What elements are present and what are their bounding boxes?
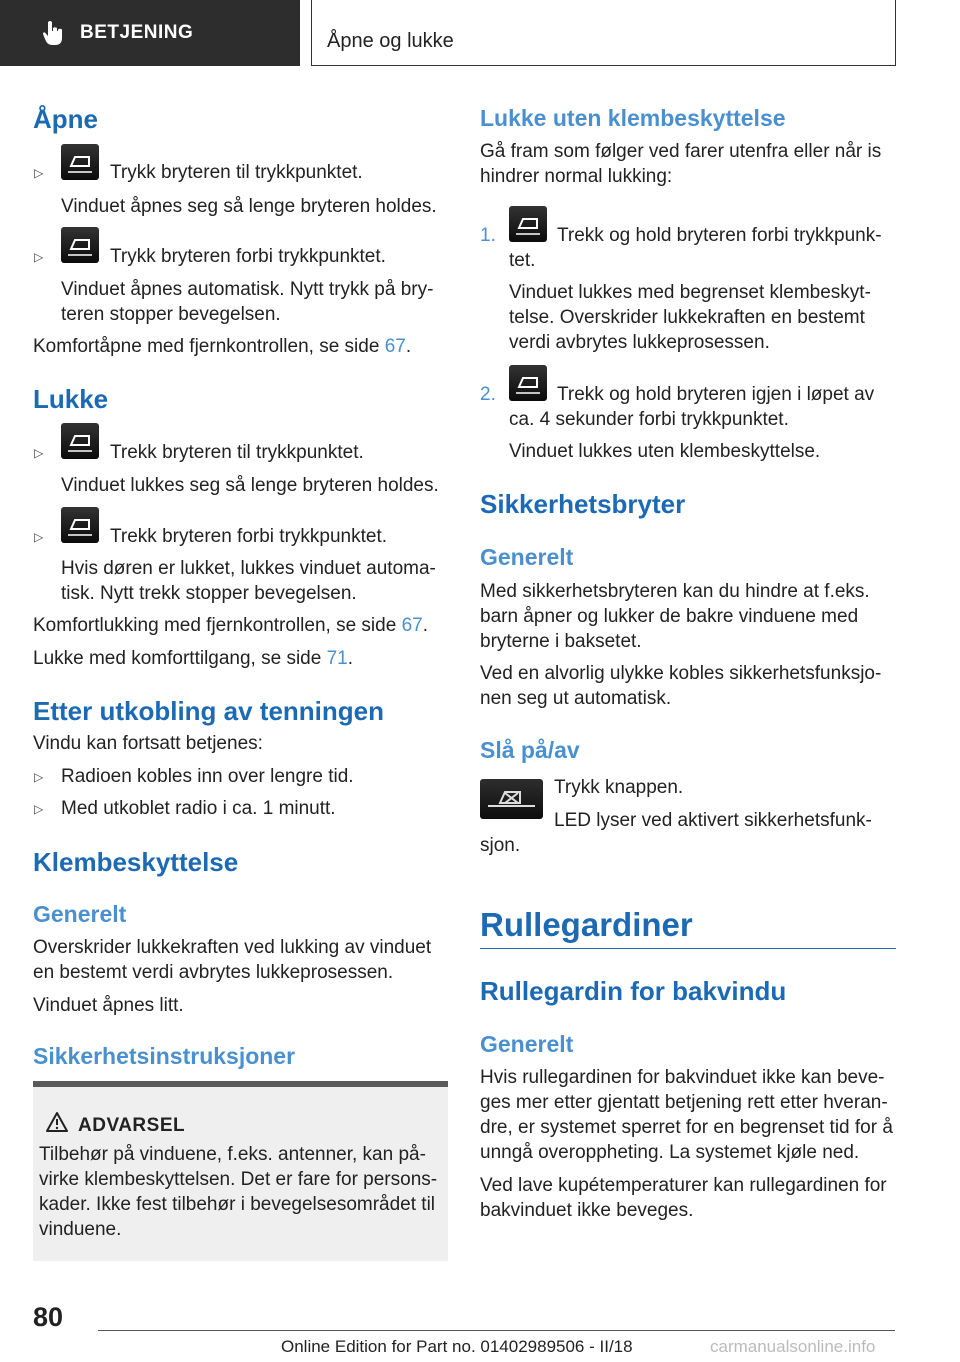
open-comfort-line: Komfortåpne med fjernkontrollen, se side 67.: [33, 336, 412, 357]
close-item-1-line1: Trekk bryteren til trykkpunktet.: [110, 442, 364, 463]
pinch-heading: Klembeskyttelse: [33, 847, 239, 877]
safety-switch-icon: [480, 779, 543, 819]
close-item-2-line1: Trekk bryteren forbi trykkpunktet.: [110, 526, 388, 547]
step-number: 1.: [480, 225, 496, 246]
step-2-line2: ca. 4 sekunder forbi trykkpunktet.: [509, 409, 789, 430]
close-access-line: Lukke med komforttilgang, se side 71.: [33, 648, 354, 669]
close-heading: Lukke: [33, 384, 109, 414]
open-item-1-line2: Vinduet åpnes seg så lenge bryteren holdes.: [61, 196, 437, 217]
pinch-general-heading: Generelt: [33, 901, 127, 927]
open-heading: Åpne: [33, 104, 98, 134]
safety-heading: Sikkerhetsinstruksjoner: [33, 1043, 296, 1069]
warning-line-1: Tilbehør på vinduene, f.eks. antenner, kan på-: [39, 1144, 426, 1165]
edition-text: Online Edition for Part no. 01402989506 - II/18: [281, 1337, 633, 1356]
step-number: 2.: [480, 384, 496, 405]
after-item-1: Radioen kobles inn over lengre tid.: [61, 766, 354, 787]
window-switch-icon: [61, 227, 99, 263]
onoff-led-2: sjon.: [480, 835, 521, 856]
pinch-line-2: en bestemt verdi avbrytes lukkeprosessen.: [33, 962, 394, 983]
bullet-triangle: ▷: [34, 250, 44, 264]
warning-box: [33, 1081, 448, 1261]
window-switch-icon: [509, 365, 547, 401]
step-2-line1: Trekk og hold bryteren igjen i løpet av: [557, 384, 875, 405]
section-tab: [0, 0, 300, 66]
rb-low-2: bakvinduet ikke beveges.: [480, 1200, 694, 1221]
pinch-line-1: Overskrider lukkekraften ved lukking av vinduet: [33, 937, 432, 958]
window-switch-icon: [61, 507, 99, 543]
ss-line-1: Med sikkerhetsbryteren kan du hindre at f.eks.: [480, 581, 870, 602]
bullet-triangle: ▷: [34, 530, 44, 544]
after-item-2: Med utkoblet radio i ca. 1 minutt.: [61, 798, 336, 819]
window-switch-icon: [61, 423, 99, 459]
open-item-2-line1: Trykk bryteren forbi trykkpunktet.: [110, 246, 386, 267]
hand-pointer-icon: [42, 20, 64, 46]
step-2-note-1: Vinduet lukkes uten klembeskyttelse.: [509, 441, 821, 462]
close-item-2-line3: tisk. Nytt trekk stopper bevegelsen.: [61, 583, 357, 604]
close-item-2-line2: Hvis døren er lukket, lukkes vinduet automa-: [61, 558, 436, 579]
chapter-title: Åpne og lukke: [327, 30, 454, 52]
blinds-rule: [480, 948, 896, 949]
window-switch-icon: [509, 206, 547, 242]
page-number: 80: [33, 1302, 64, 1332]
nopinch-intro-2: hindrer normal lukking:: [480, 166, 673, 187]
section-label: BETJENING: [80, 22, 194, 43]
bullet-triangle: ▷: [34, 166, 44, 180]
pinch-opens: Vinduet åpnes litt.: [33, 995, 184, 1016]
onoff-led-1: LED lyser ved aktivert sikkerhetsfunk-: [554, 810, 872, 831]
page-link[interactable]: 67: [401, 615, 423, 636]
onoff-press: Trykk knappen.: [554, 777, 684, 798]
open-item-2-line3: teren stopper bevegelsen.: [61, 304, 281, 325]
page-link[interactable]: 71: [326, 648, 348, 669]
blinds-heading: Rullegardiner: [480, 906, 693, 943]
rb-line-4: unngå overoppheting. La systemet kjøle ned.: [480, 1142, 860, 1163]
rb-line-3: dre, er systemet sperret for en begrenset tid for å: [480, 1117, 893, 1138]
ss-accident-1: Ved en alvorlig ulykke kobles sikkerhetsfunksjo-: [480, 663, 882, 684]
close-item-1-line2: Vinduet lukkes seg så lenge bryteren holdes.: [61, 475, 439, 496]
close-comfort-line: Komfortlukking med fjernkontrollen, se side 67.: [33, 615, 428, 636]
chapter-box: [311, 0, 896, 66]
rb-general-heading: Generelt: [480, 1031, 574, 1057]
after-heading: Etter utkobling av tenningen: [33, 696, 385, 726]
warning-title: ADVARSEL: [78, 1115, 186, 1136]
onoff-heading: Slå på/av: [480, 737, 580, 763]
ss-line-3: bryterne i baksetet.: [480, 631, 642, 652]
open-item-2-line2: Vinduet åpnes automatisk. Nytt trykk på bry-: [61, 279, 434, 300]
warning-triangle-icon: [45, 1111, 69, 1133]
bullet-triangle: ▷: [34, 802, 44, 816]
step-1-line1: Trekk og hold bryteren forbi trykkpunk-: [557, 225, 882, 246]
bullet-triangle: ▷: [34, 446, 44, 460]
warning-line-4: vinduene.: [39, 1219, 122, 1240]
safety-switch-heading: Sikkerhetsbryter: [480, 489, 686, 519]
bullet-triangle: ▷: [34, 770, 44, 784]
after-intro: Vindu kan fortsatt betjenes:: [33, 733, 263, 754]
ss-general-heading: Generelt: [480, 544, 574, 570]
window-switch-icon: [61, 144, 99, 180]
warning-line-2: virke klembeskyttelsen. Det er fare for persons-: [39, 1169, 438, 1190]
step-1-note-1: Vinduet lukkes med begrenset klembeskyt-: [509, 282, 871, 303]
nopinch-intro-1: Gå fram som følger ved farer utenfra eller når is: [480, 141, 882, 162]
warning-line-3: kader. Ikke fest tilbehør i bevegelsesområdet til: [39, 1194, 436, 1215]
page-link[interactable]: 67: [384, 336, 406, 357]
watermark: carmanualsonline.info: [710, 1337, 876, 1356]
step-1-note-3: verdi avbrytes lukkeprosessen.: [509, 332, 770, 353]
ss-line-2: barn åpner og lukker de bakre vinduene med: [480, 606, 859, 627]
footer-rule: [98, 1330, 895, 1331]
rb-line-1: Hvis rullegardinen for bakvinduet ikke kan beve-: [480, 1067, 885, 1088]
step-1-line2: tet.: [509, 250, 536, 271]
ss-accident-2: nen seg ut automatisk.: [480, 688, 672, 709]
nopinch-heading: Lukke uten klembeskyttelse: [480, 105, 786, 131]
rb-line-2: ges mer etter gjentatt betjening rett etter hveran-: [480, 1092, 888, 1113]
page-header: [0, 0, 960, 66]
step-1-note-2: telse. Overskrider lukkekraften en bestemt: [509, 307, 865, 328]
rear-blind-heading: Rullegardin for bakvindu: [480, 976, 787, 1006]
open-item-1-line1: Trykk bryteren til trykkpunktet.: [110, 162, 363, 183]
rb-low-1: Ved lave kupétemperaturer kan rullegardinen for: [480, 1175, 887, 1196]
